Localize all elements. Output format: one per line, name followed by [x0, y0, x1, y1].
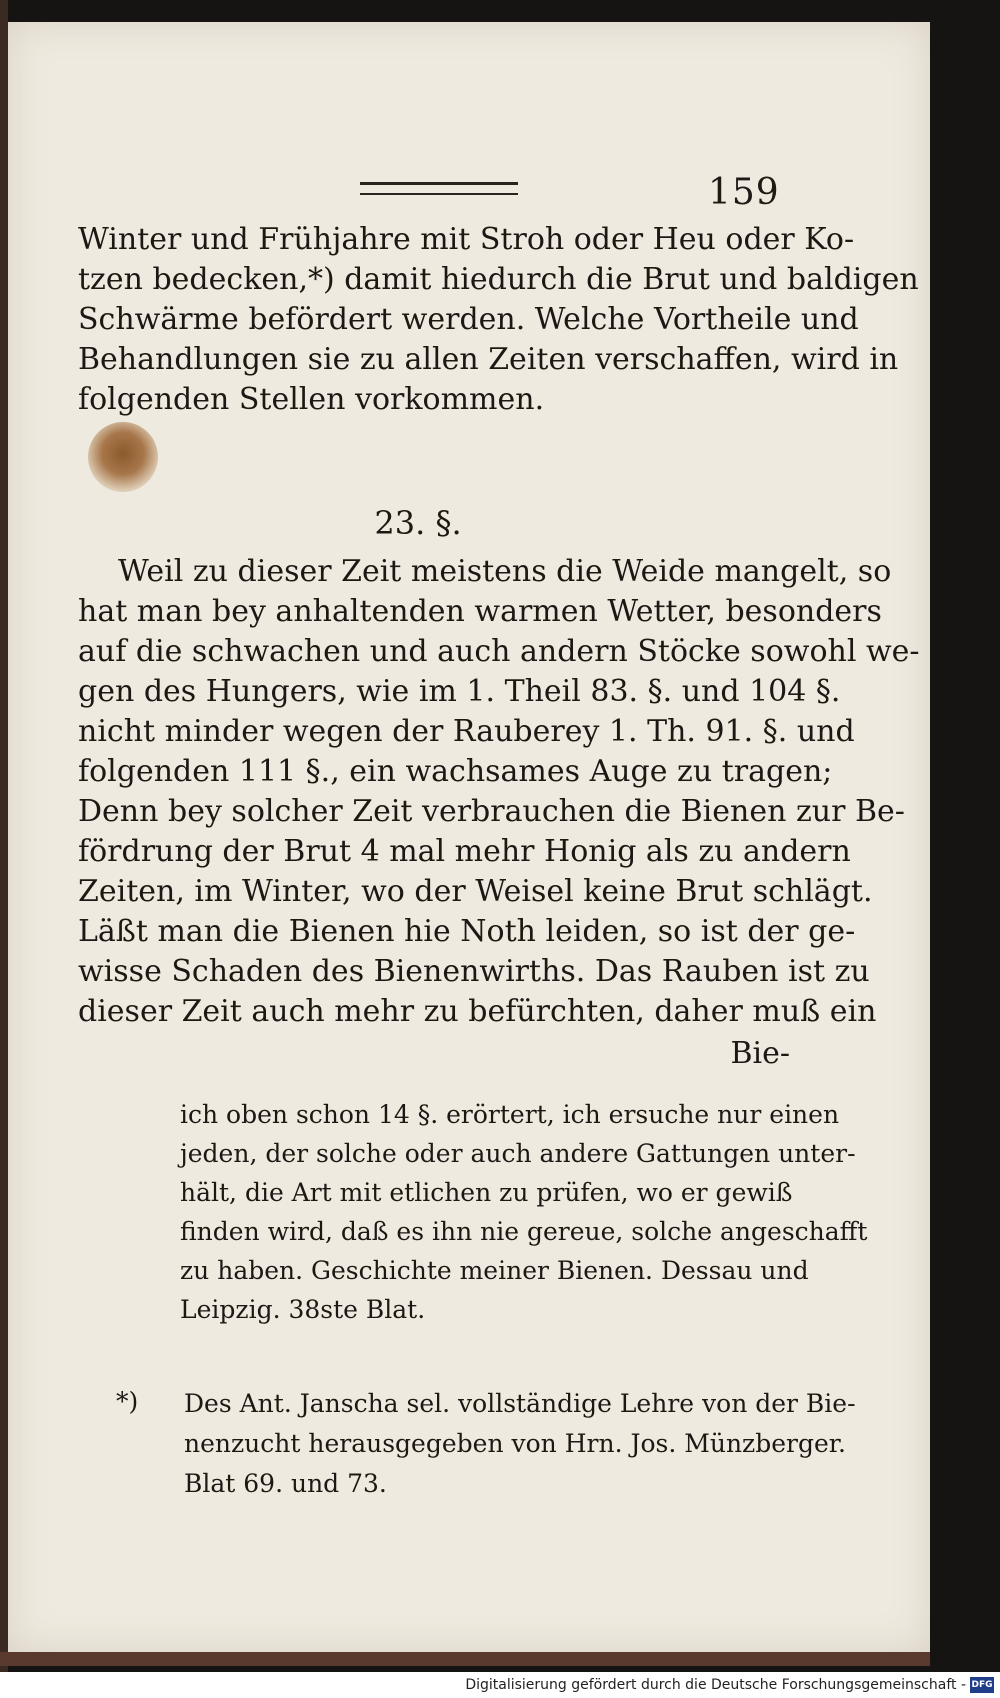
text-line: Weil zu dieser Zeit meistens die Weide mangelt, so [118, 554, 892, 589]
text-line: Denn bey solcher Zeit verbrauchen die Bienen zur Be- [78, 794, 905, 829]
note-line: ich oben schon 14 §. erörtert, ich ersuche nur einen [180, 1100, 840, 1129]
note-line: jeden, der solche oder auch andere Gattungen unter- [180, 1139, 856, 1168]
text-line: auf die schwachen und auch andern Stöcke sowohl we- [78, 634, 920, 669]
header-rule [360, 182, 518, 195]
dfg-logo-icon: DFG [970, 1677, 994, 1693]
book-page [8, 22, 930, 1652]
page-number: 159 [708, 172, 780, 213]
ink-stain [88, 422, 158, 492]
catchword: Bie- [730, 1036, 790, 1071]
text-line: Schwärme befördert werden. Welche Vortheile und [78, 302, 859, 337]
text-line: Läßt man die Bienen hie Noth leiden, so ist der ge- [78, 914, 856, 949]
text-line: gen des Hungers, wie im 1. Theil 83. §. und 104 §. [78, 674, 841, 709]
text-line: Behandlungen sie zu allen Zeiten verschaffen, wird in [78, 342, 899, 377]
note-line: finden wird, daß es ihn nie gereue, solche angeschafft [180, 1217, 868, 1246]
digitization-footer [0, 1672, 1000, 1698]
footer-credit: Digitalisierung gefördert durch die Deutsche Forschungsgemeinschaft - [465, 1677, 966, 1693]
book-edge-left [0, 0, 8, 1698]
text-line: Zeiten, im Winter, wo der Weisel keine Brut schlägt. [78, 874, 873, 909]
note-line: zu haben. Geschichte meiner Bienen. Dessau und [180, 1256, 809, 1285]
note-line: hält, die Art mit etlichen zu prüfen, wo er gewiß [180, 1178, 793, 1207]
section-heading: 23. §. [374, 504, 462, 542]
text-line: fördrung der Brut 4 mal mehr Honig als zu andern [78, 834, 851, 869]
text-line: Winter und Frühjahre mit Stroh oder Heu oder Ko- [78, 222, 855, 257]
footnote-line: Des Ant. Janscha sel. vollständige Lehre von der Bie- [184, 1389, 856, 1418]
text-line: folgenden Stellen vorkommen. [78, 382, 545, 417]
footnote-line: Blat 69. und 73. [184, 1469, 387, 1498]
text-line: nicht minder wegen der Rauberey 1. Th. 91. §. und [78, 714, 855, 749]
footnote-marker: *) [116, 1387, 139, 1416]
note-line: Leipzig. 38ste Blat. [180, 1295, 426, 1324]
text-line: wisse Schaden des Bienenwirths. Das Rauben ist zu [78, 954, 870, 989]
text-line: folgenden 111 §., ein wachsames Auge zu tragen; [78, 754, 833, 789]
book-edge-bottom [0, 1652, 930, 1666]
text-line: tzen bedecken,*) damit hiedurch die Brut und baldigen [78, 262, 919, 297]
text-line: hat man bey anhaltenden warmen Wetter, besonders [78, 594, 882, 629]
footnote-line: nenzucht herausgegeben von Hrn. Jos. Münzberger. [184, 1429, 846, 1458]
text-line: dieser Zeit auch mehr zu befürchten, daher muß ein [78, 994, 877, 1029]
